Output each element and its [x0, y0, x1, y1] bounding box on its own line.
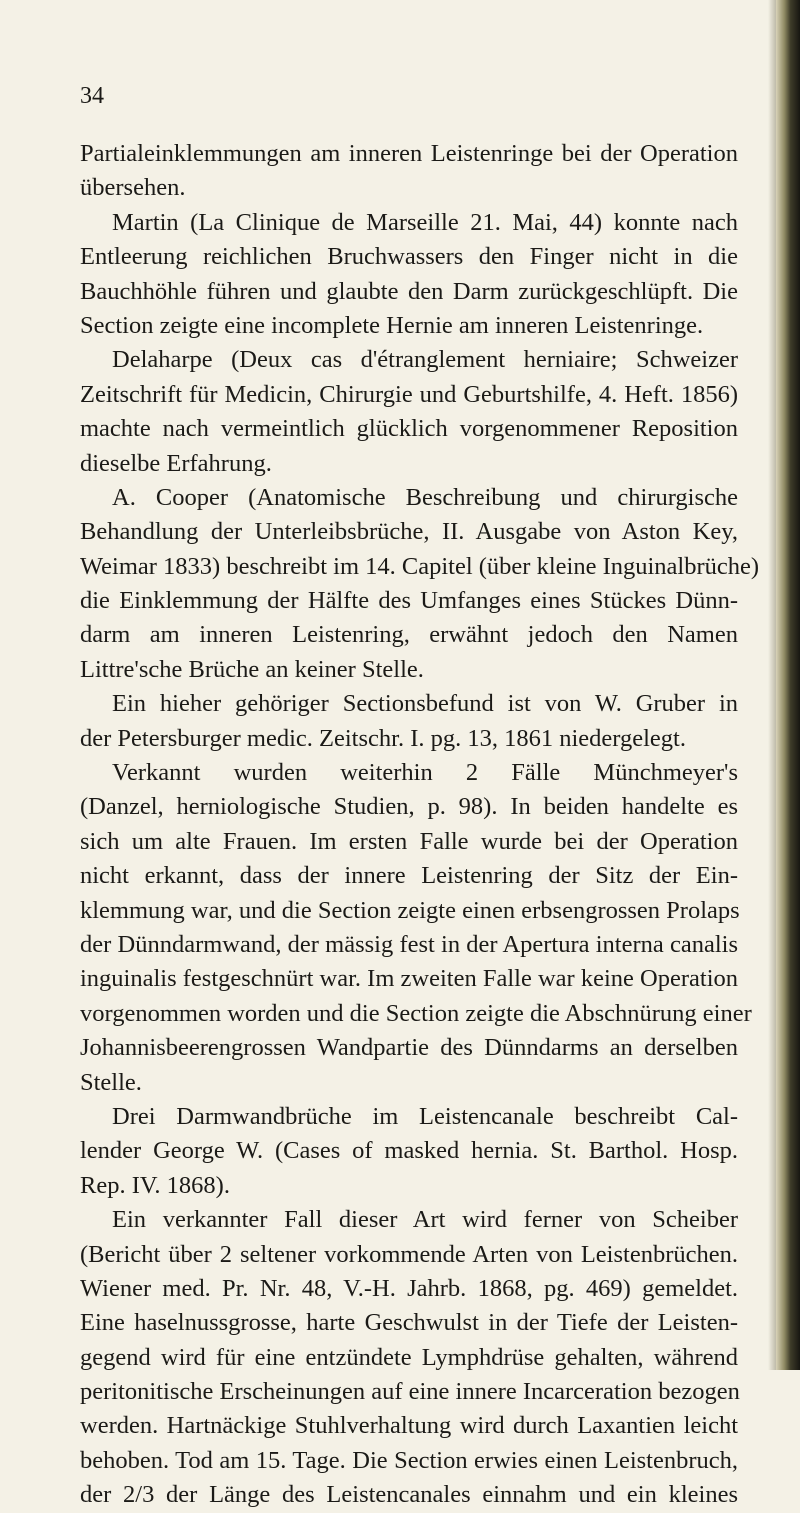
text-line: peritonitische Erscheinungen auf eine innere Incarceration bezogen — [80, 1378, 740, 1406]
text-line: (Danzel, herniologische Studien, p. 98). In beiden handelte es — [80, 793, 738, 821]
text-line: Verkannt wurden weiterhin 2 Fälle Münchmeyer's — [112, 759, 738, 787]
text-line: Martin (La Clinique de Marseille 21. Mai, 44) konnte nach — [112, 208, 738, 236]
text-line: machte nach vermeintlich glücklich vorgenommener Reposition — [80, 415, 738, 443]
text-line: Delaharpe (Deux cas d'étranglement herniaire; Schweizer — [112, 346, 738, 374]
text-line: Eine haselnussgrosse, harte Geschwulst in der Tiefe der Leisten- — [80, 1309, 738, 1337]
text-line: Stelle. — [80, 1068, 142, 1096]
text-line: (Bericht über 2 seltener vorkommende Arten von Leistenbrüchen. — [80, 1240, 738, 1268]
text-line: Wiener med. Pr. Nr. 48, V.-H. Jahrb. 1868, pg. 469) gemeldet. — [80, 1274, 738, 1302]
text-line: lender George W. (Cases of masked hernia. St. Barthol. Hosp. — [80, 1137, 738, 1165]
text-line: darm am inneren Leistenring, erwähnt jedoch den Namen — [80, 621, 738, 649]
text-line: behoben. Tod am 15. Tage. Die Section erwies einen Leistenbruch, — [80, 1446, 738, 1474]
text-line: inguinalis festgeschnürt war. Im zweiten Falle war keine Operation — [80, 965, 738, 993]
text-line: sich um alte Frauen. Im ersten Falle wurde bei der Operation — [80, 827, 738, 855]
page-edge-shadow — [776, 0, 800, 1370]
text-line: Zeitschrift für Medicin, Chirurgie und Geburtshilfe, 4. Heft. 1856) — [80, 380, 738, 408]
body-text — [80, 137, 760, 1513]
text-line: die Einklemmung der Hälfte des Umfanges eines Stückes Dünn- — [80, 587, 738, 615]
text-line: Littre'sche Brüche an keiner Stelle. — [80, 655, 424, 683]
text-line: Behandlung der Unterleibsbrüche, II. Ausgabe von Aston Key, — [80, 518, 738, 546]
text-line: Bauchhöhle führen und glaubte den Darm zurückgeschlüpft. Die — [80, 277, 738, 305]
text-line: Ein hieher gehöriger Sectionsbefund ist von W. Gruber in — [112, 690, 738, 718]
text-line: Drei Darmwandbrüche im Leistencanale beschreibt Cal- — [112, 1102, 738, 1130]
text-line: nicht erkannt, dass der innere Leistenring der Sitz der Ein- — [80, 862, 738, 890]
text-line: der 2/3 der Länge des Leistencanales einnahm und ein kleines — [80, 1481, 738, 1509]
text-line: werden. Hartnäckige Stuhlverhaltung wird durch Laxantien leicht — [80, 1412, 738, 1440]
text-line: A. Cooper (Anatomische Beschreibung und chirurgische — [112, 483, 738, 511]
text-line: Ein verkannter Fall dieser Art wird ferner von Scheiber — [112, 1206, 738, 1234]
text-line: dieselbe Erfahrung. — [80, 449, 272, 477]
text-line: Rep. IV. 1868). — [80, 1171, 230, 1199]
text-line: übersehen. — [80, 174, 186, 202]
text-line: Weimar 1833) beschreibt im 14. Capitel (über kleine Inguinalbrüche) — [80, 552, 760, 580]
text-line: klemmung war, und die Section zeigte einen erbsengrossen Prolaps — [80, 896, 740, 924]
text-line: Johannisbeerengrossen Wandpartie des Dünndarms an derselben — [80, 1034, 738, 1062]
text-line: Entleerung reichlichen Bruchwassers den Finger nicht in die — [80, 243, 738, 271]
text-line: der Dünndarmwand, der mässig fest in der Apertura interna canalis — [80, 930, 738, 958]
text-line: Section zeigte eine incomplete Hernie am inneren Leistenringe. — [80, 311, 704, 339]
text-line: vorgenommen worden und die Section zeigte die Abschnürung einer — [80, 999, 752, 1027]
text-line: der Petersburger medic. Zeitschr. I. pg. 13, 1861 niedergelegt. — [80, 724, 686, 752]
text-line: Partialeinklemmungen am inneren Leistenringe bei der Operation — [80, 140, 738, 167]
text-line: gegend wird für eine entzündete Lymphdrüse gehalten, während — [80, 1343, 738, 1371]
page-number: 34 — [80, 83, 104, 109]
